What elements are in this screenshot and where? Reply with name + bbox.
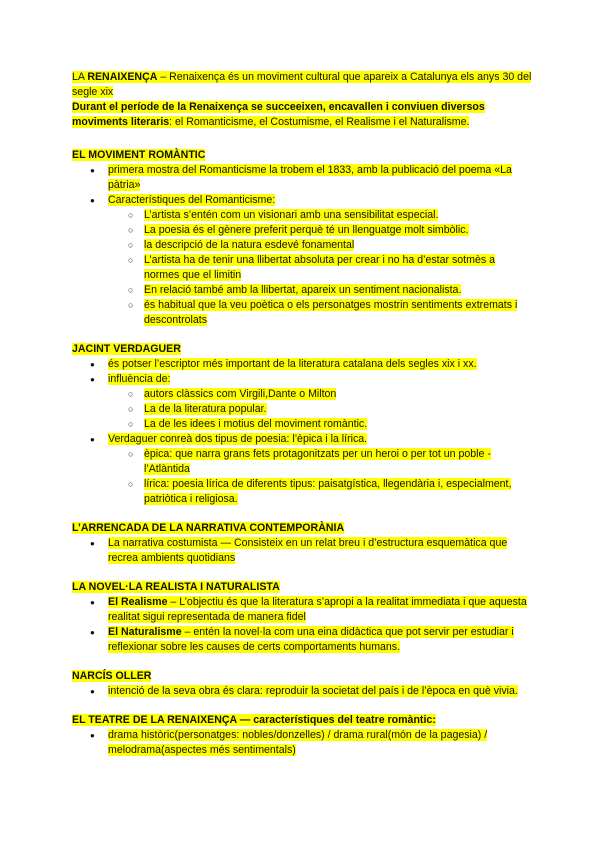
section-title-romanticisme bbox=[72, 148, 532, 163]
sub-list-item bbox=[72, 477, 532, 507]
sub-list-item bbox=[72, 253, 532, 283]
oller-list bbox=[72, 684, 532, 699]
sub-bullet-text: La de la literatura popular. bbox=[144, 403, 267, 415]
teatre-list bbox=[72, 728, 532, 758]
bullet-text: és potser l’escriptor més important de la literatura catalana dels segles xix i xx. bbox=[108, 358, 477, 370]
intro-movements-bold: Durant el període de la Renaixença se succeeixen, encavallen i conviuen diversos moviments literaris bbox=[72, 101, 485, 128]
sub-list-item bbox=[72, 387, 532, 402]
sub-bullet-text: és habitual que la veu poètica o els personatges mostrin sentiments extremats i descontrolats bbox=[144, 299, 518, 326]
intro-movements-list: : el Romanticisme, el Costumisme, el Realisme i el Naturalisme. bbox=[169, 116, 470, 128]
bullet-text: – L’objectiu és que la literatura s’apropi a la realitat immediata i que aquesta realitat sigui representada de manera fidel bbox=[108, 596, 527, 623]
bullet-text: drama històric(personatges: nobles/donzelles) / drama rural(món de la pagesia) / melodrama(aspectes més sentimentals) bbox=[108, 729, 488, 756]
sub-bullet-text: lírica: poesia lírica de diferents tipus: paisatgística, llegendària i, especialment, patriòtica i religiosa. bbox=[144, 478, 512, 505]
sub-list-item bbox=[72, 208, 532, 223]
sub-list-item bbox=[72, 417, 532, 432]
list-item bbox=[72, 625, 532, 655]
heading-text: JACINT VERDAGUER bbox=[72, 343, 181, 355]
intro-definition: – Renaixença és un moviment cultural que apareix a Catalunya els anys 30 del segle xix bbox=[72, 71, 532, 98]
heading-text: L’ARRENCADA DE LA NARRATIVA CONTEMPORÀNIA bbox=[72, 522, 345, 534]
sub-list-item bbox=[72, 223, 532, 238]
bullet-text: La narrativa costumista — Consisteix en un relat breu i d’estructura esquemàtica que recrea ambients quotidians bbox=[108, 537, 508, 564]
heading-text: NARCÍS OLLER bbox=[72, 670, 152, 682]
bullet-text: Característiques del Romanticisme: bbox=[108, 194, 276, 206]
sub-list-item bbox=[72, 402, 532, 417]
sub-bullet-text: èpica: que narra grans fets protagonitzats per un heroi o per tot un poble - l’Atlàntida bbox=[144, 448, 491, 475]
list-item bbox=[72, 357, 532, 372]
intro-line-1 bbox=[72, 70, 532, 100]
intro-line-2 bbox=[72, 100, 532, 130]
novella-list bbox=[72, 595, 532, 655]
list-item bbox=[72, 193, 532, 328]
list-item bbox=[72, 536, 532, 566]
intro-prefix: LA bbox=[72, 71, 88, 83]
heading-text: EL TEATRE DE LA RENAIXENÇA — característiques del teatre romàntic: bbox=[72, 714, 436, 726]
list-item bbox=[72, 728, 532, 758]
bullet-text: – entén la novel·la com una eina didàctica que pot servir per estudiar i reflexionar sobre les causes de certs comportaments humans. bbox=[108, 626, 514, 653]
romanticisme-list bbox=[72, 163, 532, 328]
romanticisme-sublist bbox=[72, 208, 532, 328]
list-item bbox=[72, 595, 532, 625]
section-title-teatre bbox=[72, 713, 532, 728]
verdaguer-list bbox=[72, 357, 532, 507]
section-title-verdaguer bbox=[72, 342, 532, 357]
intro-renaixenca-bold: RENAIXENÇA bbox=[87, 71, 158, 83]
sub-list-item bbox=[72, 238, 532, 253]
heading-text: EL MOVIMENT ROMÀNTIC bbox=[72, 149, 206, 161]
sub-bullet-text: autors clàssics com Virgili,Dante o Milton bbox=[144, 388, 337, 400]
realisme-term: El Realisme bbox=[108, 596, 168, 608]
heading-text: LA NOVEL·LA REALISTA I NATURALISTA bbox=[72, 581, 280, 593]
bullet-text: primera mostra del Romanticisme la trobem el 1833, amb la publicació del poema «La pàtria» bbox=[108, 164, 512, 191]
sub-bullet-text: En relació també amb la llibertat, apareix un sentiment nacionalista. bbox=[144, 284, 462, 296]
list-item bbox=[72, 432, 532, 507]
sub-bullet-text: L’artista ha de tenir una llibertat absoluta per crear i no ha d’estar sotmès a normes que el limitin bbox=[144, 254, 495, 281]
sub-list-item bbox=[72, 447, 532, 477]
sub-bullet-text: L’artista s’entén com un visionari amb una sensibilitat especial. bbox=[144, 209, 439, 221]
sub-bullet-text: La de les idees i motius del moviment romàntic. bbox=[144, 418, 368, 430]
narrativa-list bbox=[72, 536, 532, 566]
naturalisme-term: El Naturalisme bbox=[108, 626, 182, 638]
section-title-narrativa bbox=[72, 521, 532, 536]
sub-list-item bbox=[72, 283, 532, 298]
list-item bbox=[72, 372, 532, 432]
sub-bullet-text: la descripció de la natura esdevé fonamental bbox=[144, 239, 355, 251]
verdaguer-poetry-sublist bbox=[72, 447, 532, 507]
bullet-text: influència de: bbox=[108, 373, 171, 385]
bullet-text: Verdaguer conreà dos tipus de poesia: l’èpica i la lírica. bbox=[108, 433, 368, 445]
list-item bbox=[72, 163, 532, 193]
section-title-oller bbox=[72, 669, 532, 684]
list-item bbox=[72, 684, 532, 699]
sub-bullet-text: La poesia és el gènere preferit perquè té un llenguatge molt simbòlic. bbox=[144, 224, 469, 236]
sub-list-item bbox=[72, 298, 532, 328]
verdaguer-influence-sublist bbox=[72, 387, 532, 432]
bullet-text: intenció de la seva obra és clara: reproduir la societat del país i de l’època en què vivia. bbox=[108, 685, 518, 697]
document-page bbox=[72, 70, 532, 758]
section-title-novella bbox=[72, 580, 532, 595]
